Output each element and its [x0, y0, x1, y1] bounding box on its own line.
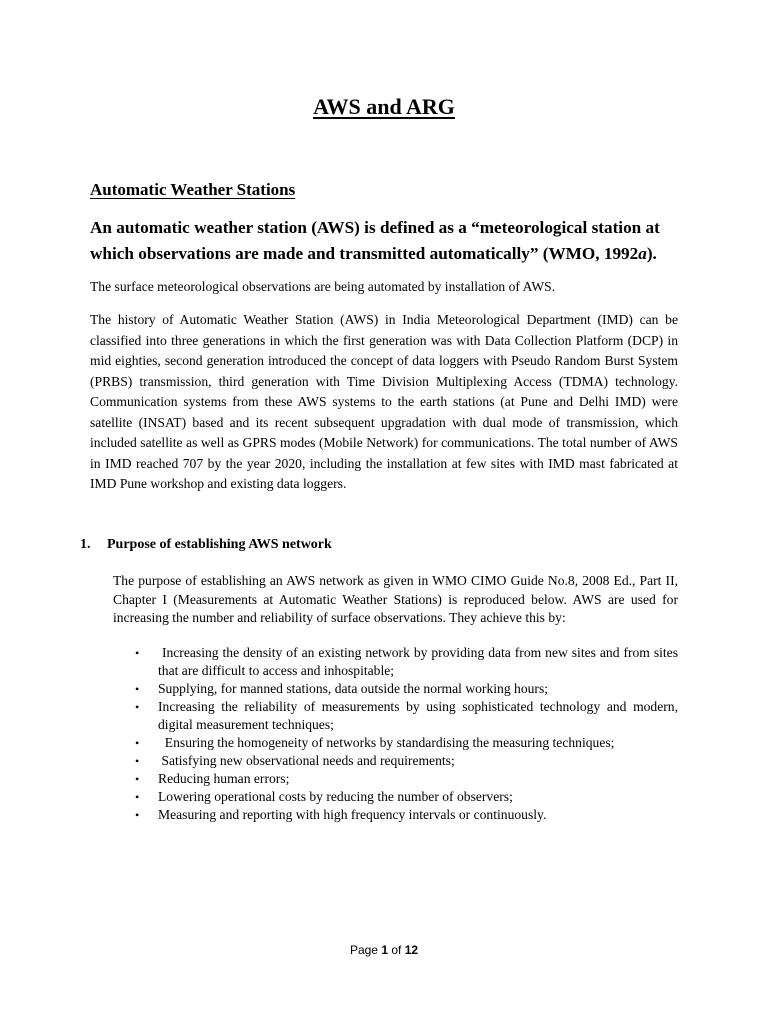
page-footer [0, 943, 768, 957]
bullet-icon: • [135, 808, 140, 822]
bullet-icon: • [135, 682, 140, 696]
purpose-paragraph: The purpose of establishing an AWS network as given in WMO CIMO Guide No.8, 2008 Ed., Part II, Chapter I (Measurements at Automatic Weather Stations) is reproduced below. AWS are used for increasing the number and reliability of surface observations. They achieve this by: [113, 573, 678, 625]
history-paragraph: The history of Automatic Weather Station (AWS) in India Meteorological Department (IMD) can be classified into three generations in which the first generation was with Data Collection Platform (DCP) in mid eighties, second generation introduced the concept of data loggers with Pseudo Random Burst System (PRBS) transmission, third generation with Time Division Multiplexing Access (TDMA) technology. Communication systems from these AWS systems to the earth stations (at Pune and Delhi IMD) were satellite (INSAT) based and its recent subsequent upgradation with dual mode of transmission, which included satellite as well as GPRS modes (Mobile Network) for communications. The total number of AWS in IMD reached 707 by the year 2020, including the installation at few sites with IMD mast fabricated at IMD Pune workshop and existing data loggers. [90, 312, 678, 491]
bullet-icon: • [135, 700, 140, 714]
bullet-icon: • [135, 736, 140, 750]
intro-paragraph: The surface meteorological observations are being automated by installation of AWS. [90, 279, 556, 294]
footer-current-page: 1 [381, 943, 388, 957]
list-item: • Supplying, for manned stations, data outside the normal working hours; [135, 681, 549, 696]
purpose-heading: 1. Purpose of establishing AWS network [80, 537, 332, 552]
footer-total-pages: 12 [404, 943, 419, 957]
definition-statement: An automatic weather station (AWS) is defined as a “meteorological station at which observations are made and transmitted automatically” (WMO, 1992a). [90, 218, 660, 263]
document-title: AWS and ARG [313, 94, 455, 119]
list-item: • Measuring and reporting with high frequency intervals or continuously. [135, 807, 547, 822]
footer-of-label: of [391, 943, 402, 957]
list-item: • Lowering operational costs by reducing the number of observers; [135, 789, 513, 804]
section-heading: Automatic Weather Stations [90, 180, 296, 199]
footer-page-label: Page [349, 943, 378, 957]
list-item: • Ensuring the homogeneity of networks by standardising the measuring techniques; [135, 735, 615, 750]
bullet-icon: • [135, 790, 140, 804]
bullet-icon: • [135, 772, 140, 786]
list-item: • Increasing the reliability of measurements by using sophisticated technology and modern, digital measurement techniques; [135, 699, 682, 732]
bullet-icon: • [135, 646, 140, 660]
list-item: • Satisfying new observational needs and requirements; [135, 753, 455, 768]
list-item: • Reducing human errors; [135, 771, 290, 786]
list-item: • Increasing the density of an existing network by providing data from new sites and from sites that are difficult to access and inhospitable; [135, 645, 682, 678]
purpose-bullet-list [113, 644, 682, 824]
bullet-icon: • [135, 754, 140, 768]
